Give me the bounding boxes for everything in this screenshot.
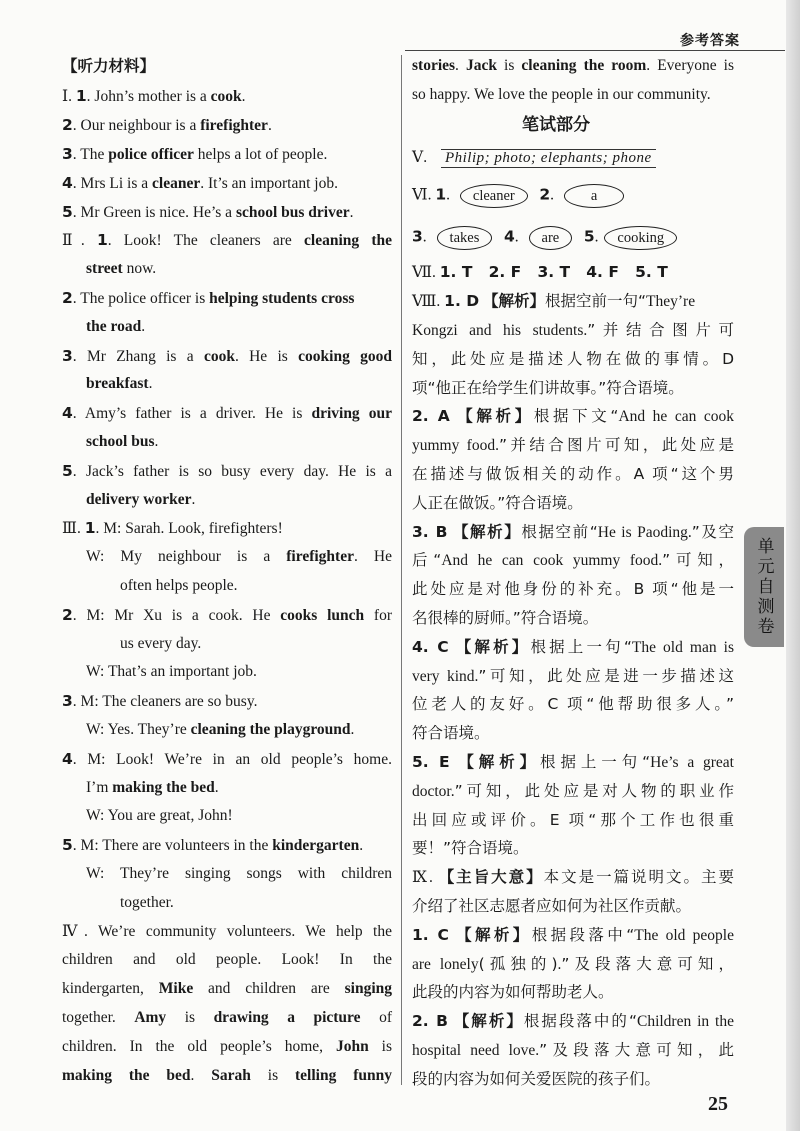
left-col-line: 3. The police officer helps a lot of people. bbox=[62, 145, 328, 163]
right-col-line: 此段的内容为如何帮助老人。 bbox=[412, 983, 614, 1001]
page-edge-shadow bbox=[786, 0, 800, 1131]
left-col-line: 【听力材料】 bbox=[62, 57, 156, 75]
right-col-line: hospital need love.”及段落大意可知，此 bbox=[412, 1041, 735, 1059]
right-col-line: 3. takes 4. are 5. cooking bbox=[412, 226, 734, 250]
left-col-line: us every day. bbox=[120, 635, 202, 652]
left-col-line: kindergarten, Mike and children are singing bbox=[62, 980, 393, 997]
left-col-line: 4. Mrs Li is a cleaner. It’s an important job. bbox=[62, 174, 338, 192]
left-col-line: 5. Jack’s father is so busy every day. He is a bbox=[62, 462, 392, 480]
left-col-line: Ⅲ. 1. M: Sarah. Look, firefighters! bbox=[62, 519, 283, 537]
right-col-line: 2. A 【解析】根据下文“And he can cook bbox=[412, 407, 734, 425]
right-col-line: yummy food.”并结合图片可知，此处应是 bbox=[412, 436, 735, 454]
left-col-line: 4. Amy’s father is a driver. He is driving our bbox=[62, 404, 392, 422]
page-number: 25 bbox=[708, 1093, 728, 1115]
left-col-line: Ⅰ. 1. John’s mother is a cook. bbox=[62, 87, 246, 105]
right-col-line: 3. B 【解析】根据空前“He is Paoding.”及空 bbox=[412, 523, 734, 541]
right-col-line: 5. E 【解析】根据上一句“He’s a great bbox=[412, 753, 734, 771]
right-col-line: 1. C 【解析】根据段落中“The old people bbox=[412, 926, 734, 944]
right-col-line: 在描述与做饭相关的动作。A 项“这个男 bbox=[412, 465, 734, 483]
left-col-line: 2. The police officer is helping students cross bbox=[62, 289, 355, 307]
right-col-line: 知，此处应是描述人物在做的事情。D bbox=[412, 350, 734, 368]
left-col-line: street now. bbox=[86, 260, 157, 277]
left-col-line: 5. M: There are volunteers in the kindergarten. bbox=[62, 836, 364, 854]
right-col-line: Ⅴ. Philip; photo; elephants; phone bbox=[412, 148, 734, 168]
right-col-line: 段的内容为如何关爱医院的孩子们。 bbox=[412, 1070, 661, 1088]
left-col-line: children. In the old people’s home, John is bbox=[62, 1038, 393, 1055]
left-col-line: together. Amy is drawing a picture of bbox=[62, 1009, 392, 1026]
right-col-line: 人正在做饭。”符合语境。 bbox=[412, 494, 583, 512]
right-col-line: Ⅸ. 【主旨大意】本文是一篇说明文。主要 bbox=[412, 868, 734, 886]
left-col-line: Ⅳ. We’re community volunteers. We help the bbox=[62, 923, 392, 940]
left-col-line: W: My neighbour is a firefighter. He bbox=[86, 548, 392, 565]
right-col-line: 4. C 【解析】根据上一句“The old man is bbox=[412, 638, 734, 656]
left-col-line: 3. M: The cleaners are so busy. bbox=[62, 692, 258, 710]
left-col-line: 2. M: Mr Xu is a cook. He cooks lunch for bbox=[62, 606, 392, 624]
left-col-line: delivery worker. bbox=[86, 491, 196, 508]
right-col-line: Ⅵ. 1. cleaner 2. a bbox=[412, 184, 734, 208]
left-col-line: together. bbox=[120, 894, 174, 911]
left-col-line: making the bed. Sarah is telling funny bbox=[62, 1067, 393, 1084]
column-divider bbox=[401, 55, 402, 1085]
side-tab-label: 单元自测卷 bbox=[753, 537, 774, 637]
left-col-line: 2. Our neighbour is a firefighter. bbox=[62, 116, 272, 134]
right-col-line: 后“And he can cook yummy food.”可知， bbox=[412, 551, 734, 569]
header-label: 参考答案 bbox=[680, 33, 740, 49]
right-col-line: 项“他正在给学生们讲故事。”符合语境。 bbox=[412, 379, 684, 397]
right-col-line: 符合语境。 bbox=[412, 724, 490, 742]
right-col-line: 2. B 【解析】根据段落中的“Children in the bbox=[412, 1012, 734, 1030]
left-col-line: the road. bbox=[86, 318, 146, 335]
left-col-line: W: They’re singing songs with children bbox=[86, 865, 392, 882]
left-col-line: 5. Mr Green is nice. He’s a school bus driver. bbox=[62, 203, 354, 221]
left-col-line: children and old people. Look! In the bbox=[62, 951, 392, 968]
right-col-line: are lonely(孤独的).”及段落大意可知， bbox=[412, 955, 734, 973]
left-col-line: Ⅱ. 1. Look! The cleaners are cleaning the bbox=[62, 231, 392, 249]
left-col-line: I’m making the bed. bbox=[86, 779, 219, 796]
right-col-line: doctor.”可知，此处应是对人物的职业作 bbox=[412, 782, 734, 800]
right-col-line: Ⅷ. 1. D 【解析】根据空前一句“They’re bbox=[412, 292, 696, 310]
right-col-line: 介绍了社区志愿者应如何为社区作贡献。 bbox=[412, 897, 692, 915]
right-col-line: so happy. We love the people in our community. bbox=[412, 86, 711, 103]
right-col-line: Ⅶ. 1. T 2. F 3. T 4. F 5. T bbox=[412, 263, 668, 281]
left-col-line: W: That’s an important job. bbox=[86, 663, 257, 680]
right-col-line: 位老人的友好。C 项“他帮助很多人。” bbox=[412, 695, 734, 713]
left-col-line: often helps people. bbox=[120, 577, 238, 594]
left-col-line: 4. M: Look! We’re in an old people’s home. bbox=[62, 750, 392, 768]
left-col-line: breakfast. bbox=[86, 375, 153, 392]
right-col-line: 要！”符合语境。 bbox=[412, 839, 529, 857]
left-col-line: 3. Mr Zhang is a cook. He is cooking good bbox=[62, 347, 392, 365]
left-col-line: W: Yes. They’re cleaning the playground. bbox=[86, 721, 355, 738]
right-col-line: Kongzi and his students.”并结合图片可 bbox=[412, 321, 735, 339]
right-col-line: 此处应是对他身份的补充。B 项“他是一 bbox=[412, 580, 734, 598]
right-col-line: 笔试部分 bbox=[522, 115, 590, 135]
left-col-line: school bus. bbox=[86, 433, 159, 450]
left-col-line: W: You are great, John! bbox=[86, 807, 233, 824]
right-col-line: very kind.”可知，此处应是进一步描述这 bbox=[412, 667, 735, 685]
side-tab bbox=[744, 527, 784, 647]
right-col-line: stories. Jack is cleaning the room. Everyone is bbox=[412, 57, 734, 74]
right-col-line: 出回应或评价。E 项“那个工作也很重 bbox=[412, 811, 734, 829]
header-rule bbox=[405, 50, 785, 51]
right-col-line: 名很棒的厨师。”符合语境。 bbox=[412, 609, 599, 627]
